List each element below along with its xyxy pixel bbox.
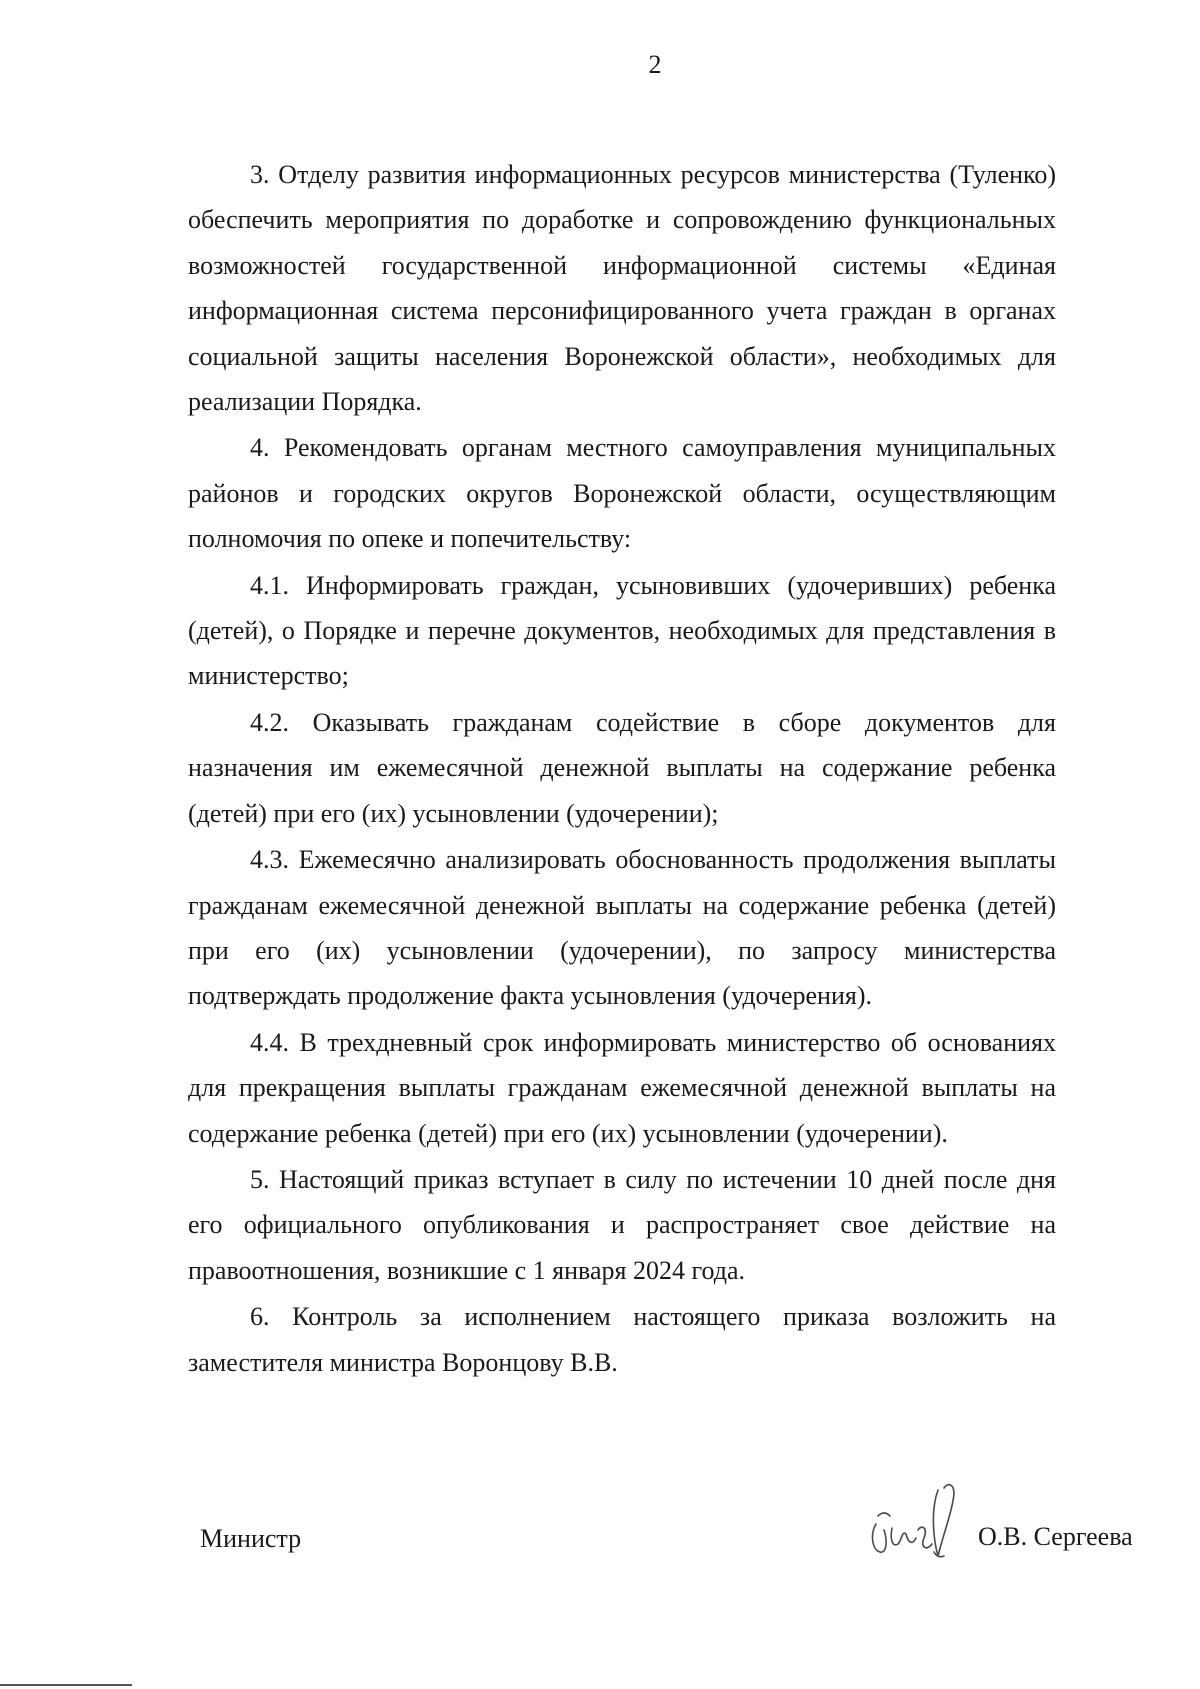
signer-position: Министр — [200, 1524, 302, 1553]
document-body — [188, 152, 1056, 1385]
handwritten-signature — [868, 1472, 986, 1572]
paragraph-3: 3. Отделу развития информационных ресурсов министерства (Туленко) обеспечить мероприятия по доработке и сопровождению функциональных возможностей государственной информационной системы «Единая информационная система персонифицированного учета граждан в органах социальной защиты населения Воронежской области», необходимых для реализации Порядка. — [188, 160, 1056, 417]
paragraph-4-2: 4.2. Оказывать гражданам содействие в сборе документов для назначения им ежемесячной денежной выплаты на содержание ребенка (детей) при его (их) усыновлении (удочерении); — [188, 707, 1056, 828]
signer-name: О.В. Сергеева — [978, 1522, 1133, 1551]
paragraph-5: 5. Настоящий приказ вступает в силу по истечении 10 дней после дня его официального опубликования и распространяет свое действие на правоотношения, возникшие с 1 января 2024 года. — [188, 1164, 1056, 1285]
paragraph-4-4: 4.4. В трехдневный срок информировать министерство об основаниях для прекращения выплаты гражданам ежемесячной денежной выплаты на содержание ребенка (детей) при его (их) усыновлении (удочерении). — [188, 1027, 1056, 1148]
footer-rule — [0, 1684, 132, 1686]
paragraph-4-1: 4.1. Информировать граждан, усыновивших (удочеривших) ребенка (детей), о Порядке и перечне документов, необходимых для представления в министерство; — [188, 570, 1056, 691]
signature-block — [0, 1492, 1200, 1572]
paragraph-6: 6. Контроль за исполнением настоящего приказа возложить на заместителя министра Воронцову В.В. — [188, 1302, 1056, 1377]
page-number: 2 — [648, 50, 662, 79]
paragraph-4: 4. Рекомендовать органам местного самоуправления муниципальных районов и городских округов Воронежской области, осуществляющим полномочия по опеке и попечительству: — [188, 433, 1056, 554]
paragraph-4-3: 4.3. Ежемесячно анализировать обоснованность продолжения выплаты гражданам ежемесячной денежной выплаты на содержание ребенка (детей) при его (их) усыновлении (удочерении), по запросу министерства подтверждать продолжение факта усыновления (удочерения). — [188, 845, 1056, 1011]
